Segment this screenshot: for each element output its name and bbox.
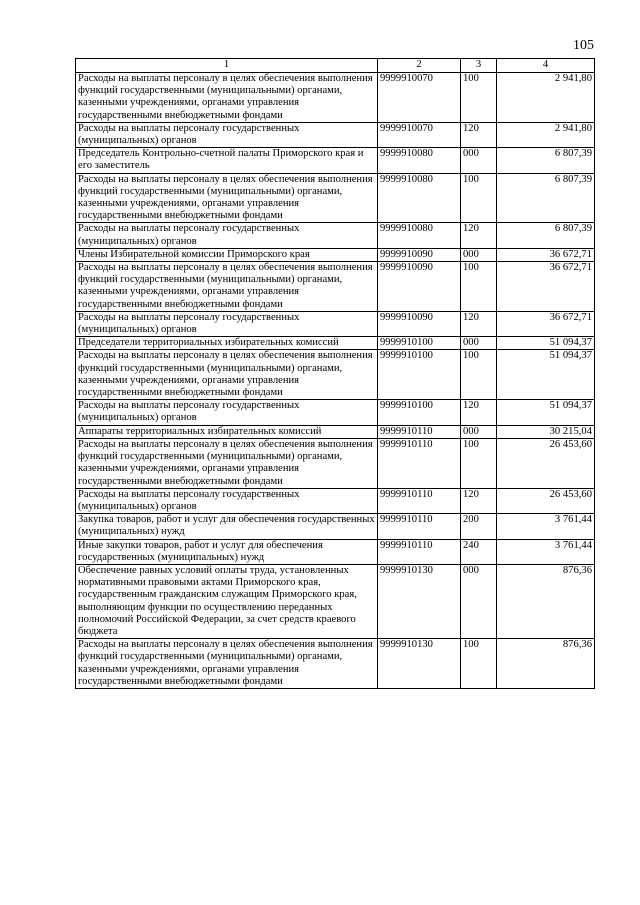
row-vr-cell: 100 bbox=[461, 438, 497, 488]
row-amount-cell: 3 761,44 bbox=[497, 514, 595, 539]
row-amount-cell: 2 941,80 bbox=[497, 122, 595, 147]
row-vr-cell: 000 bbox=[461, 425, 497, 438]
row-amount-cell: 51 094,37 bbox=[497, 400, 595, 425]
row-amount-cell: 36 672,71 bbox=[497, 311, 595, 336]
row-vr-cell: 240 bbox=[461, 539, 497, 564]
row-name-cell: Расходы на выплаты персоналу государственных (муниципальных) органов bbox=[76, 488, 378, 513]
table-row bbox=[76, 262, 595, 312]
row-amount-cell: 2 941,80 bbox=[497, 73, 595, 123]
row-amount-cell: 876,36 bbox=[497, 639, 595, 689]
row-name-cell: Расходы на выплаты персоналу государственных (муниципальных) органов bbox=[76, 122, 378, 147]
row-vr-cell: 100 bbox=[461, 262, 497, 312]
row-vr-cell: 100 bbox=[461, 639, 497, 689]
table-row bbox=[76, 148, 595, 173]
table-row bbox=[76, 425, 595, 438]
row-amount-cell: 51 094,37 bbox=[497, 337, 595, 350]
row-name-cell: Председатель Контрольно-счетной палаты Приморского края и его заместитель bbox=[76, 148, 378, 173]
row-csr-cell: 9999910130 bbox=[378, 564, 461, 638]
row-name-cell: Расходы на выплаты персоналу в целях обеспечения выполнения функций государственными (муниципальными) органами, казенными учреждениями, органами управления государственными внебюджетными фондами bbox=[76, 262, 378, 312]
row-name-cell: Иные закупки товаров, работ и услуг для обеспечения государственных (муниципальных) нужд bbox=[76, 539, 378, 564]
row-vr-cell: 000 bbox=[461, 248, 497, 261]
row-amount-cell: 6 807,39 bbox=[497, 173, 595, 223]
row-amount-cell: 6 807,39 bbox=[497, 148, 595, 173]
row-csr-cell: 9999910110 bbox=[378, 488, 461, 513]
row-amount-cell: 876,36 bbox=[497, 564, 595, 638]
table-row bbox=[76, 122, 595, 147]
table-row bbox=[76, 337, 595, 350]
row-name-cell: Расходы на выплаты персоналу государственных (муниципальных) органов bbox=[76, 311, 378, 336]
row-csr-cell: 9999910080 bbox=[378, 173, 461, 223]
row-name-cell: Расходы на выплаты персоналу в целях обеспечения выполнения функций государственными (муниципальными) органами, казенными учреждениями, органами управления государственными внебюджетными фондами bbox=[76, 639, 378, 689]
row-csr-cell: 9999910070 bbox=[378, 122, 461, 147]
row-name-cell: Расходы на выплаты персоналу государственных (муниципальных) органов bbox=[76, 223, 378, 248]
row-vr-cell: 120 bbox=[461, 122, 497, 147]
row-amount-cell: 3 761,44 bbox=[497, 539, 595, 564]
column-header-vr: 3 bbox=[461, 59, 497, 73]
row-amount-cell: 36 672,71 bbox=[497, 248, 595, 261]
column-header-name: 1 bbox=[76, 59, 378, 73]
row-name-cell: Закупка товаров, работ и услуг для обеспечения государственных (муниципальных) нужд bbox=[76, 514, 378, 539]
row-vr-cell: 120 bbox=[461, 400, 497, 425]
row-vr-cell: 100 bbox=[461, 173, 497, 223]
row-csr-cell: 9999910100 bbox=[378, 400, 461, 425]
table-row bbox=[76, 639, 595, 689]
row-vr-cell: 120 bbox=[461, 223, 497, 248]
row-name-cell: Расходы на выплаты персоналу в целях обеспечения выполнения функций государственными (муниципальными) органами, казенными учреждениями, органами управления государственными внебюджетными фондами bbox=[76, 173, 378, 223]
row-vr-cell: 000 bbox=[461, 148, 497, 173]
table-row bbox=[76, 248, 595, 261]
table-row bbox=[76, 350, 595, 400]
row-name-cell: Председатели территориальных избирательных комиссий bbox=[76, 337, 378, 350]
table-row bbox=[76, 311, 595, 336]
row-vr-cell: 200 bbox=[461, 514, 497, 539]
row-name-cell: Обеспечение равных условий оплаты труда, установленных нормативными правовыми актами Приморского края, государственным гражданским служащим Приморского края, выполняющим функции по осуществлению переданных полномочий Российской Федерации, за счет средств краевого бюджета bbox=[76, 564, 378, 638]
row-amount-cell: 36 672,71 bbox=[497, 262, 595, 312]
table-row bbox=[76, 73, 595, 123]
table-row bbox=[76, 488, 595, 513]
row-vr-cell: 100 bbox=[461, 73, 497, 123]
table-row bbox=[76, 564, 595, 638]
row-amount-cell: 26 453,60 bbox=[497, 438, 595, 488]
row-vr-cell: 100 bbox=[461, 350, 497, 400]
row-csr-cell: 9999910070 bbox=[378, 73, 461, 123]
row-csr-cell: 9999910110 bbox=[378, 514, 461, 539]
row-amount-cell: 30 215,04 bbox=[497, 425, 595, 438]
column-header-amount: 4 bbox=[497, 59, 595, 73]
row-vr-cell: 000 bbox=[461, 564, 497, 638]
row-csr-cell: 9999910090 bbox=[378, 248, 461, 261]
row-csr-cell: 9999910080 bbox=[378, 148, 461, 173]
row-name-cell: Расходы на выплаты персоналу в целях обеспечения выполнения функций государственными (муниципальными) органами, казенными учреждениями, органами управления государственными внебюджетными фондами bbox=[76, 438, 378, 488]
page-number: 105 bbox=[573, 38, 594, 53]
row-csr-cell: 9999910090 bbox=[378, 311, 461, 336]
table-header-row bbox=[76, 59, 595, 73]
row-name-cell: Члены Избирательной комиссии Приморского края bbox=[76, 248, 378, 261]
table-body bbox=[76, 73, 595, 689]
table-row bbox=[76, 438, 595, 488]
table-row bbox=[76, 173, 595, 223]
table-row bbox=[76, 400, 595, 425]
row-name-cell: Расходы на выплаты персоналу государственных (муниципальных) органов bbox=[76, 400, 378, 425]
table-row bbox=[76, 514, 595, 539]
row-name-cell: Аппараты территориальных избирательных комиссий bbox=[76, 425, 378, 438]
column-header-csr: 2 bbox=[378, 59, 461, 73]
row-csr-cell: 9999910110 bbox=[378, 438, 461, 488]
row-csr-cell: 9999910130 bbox=[378, 639, 461, 689]
row-csr-cell: 9999910100 bbox=[378, 350, 461, 400]
row-csr-cell: 9999910080 bbox=[378, 223, 461, 248]
row-csr-cell: 9999910110 bbox=[378, 425, 461, 438]
row-csr-cell: 9999910100 bbox=[378, 337, 461, 350]
table-row bbox=[76, 223, 595, 248]
row-amount-cell: 26 453,60 bbox=[497, 488, 595, 513]
row-vr-cell: 120 bbox=[461, 488, 497, 513]
row-vr-cell: 000 bbox=[461, 337, 497, 350]
row-csr-cell: 9999910110 bbox=[378, 539, 461, 564]
row-amount-cell: 51 094,37 bbox=[497, 350, 595, 400]
row-amount-cell: 6 807,39 bbox=[497, 223, 595, 248]
budget-table bbox=[75, 58, 595, 689]
row-name-cell: Расходы на выплаты персоналу в целях обеспечения выполнения функций государственными (муниципальными) органами, казенными учреждениями, органами управления государственными внебюджетными фондами bbox=[76, 350, 378, 400]
row-vr-cell: 120 bbox=[461, 311, 497, 336]
table-row bbox=[76, 539, 595, 564]
row-csr-cell: 9999910090 bbox=[378, 262, 461, 312]
row-name-cell: Расходы на выплаты персоналу в целях обеспечения выполнения функций государственными (муниципальными) органами, казенными учреждениями, органами управления государственными внебюджетными фондами bbox=[76, 73, 378, 123]
